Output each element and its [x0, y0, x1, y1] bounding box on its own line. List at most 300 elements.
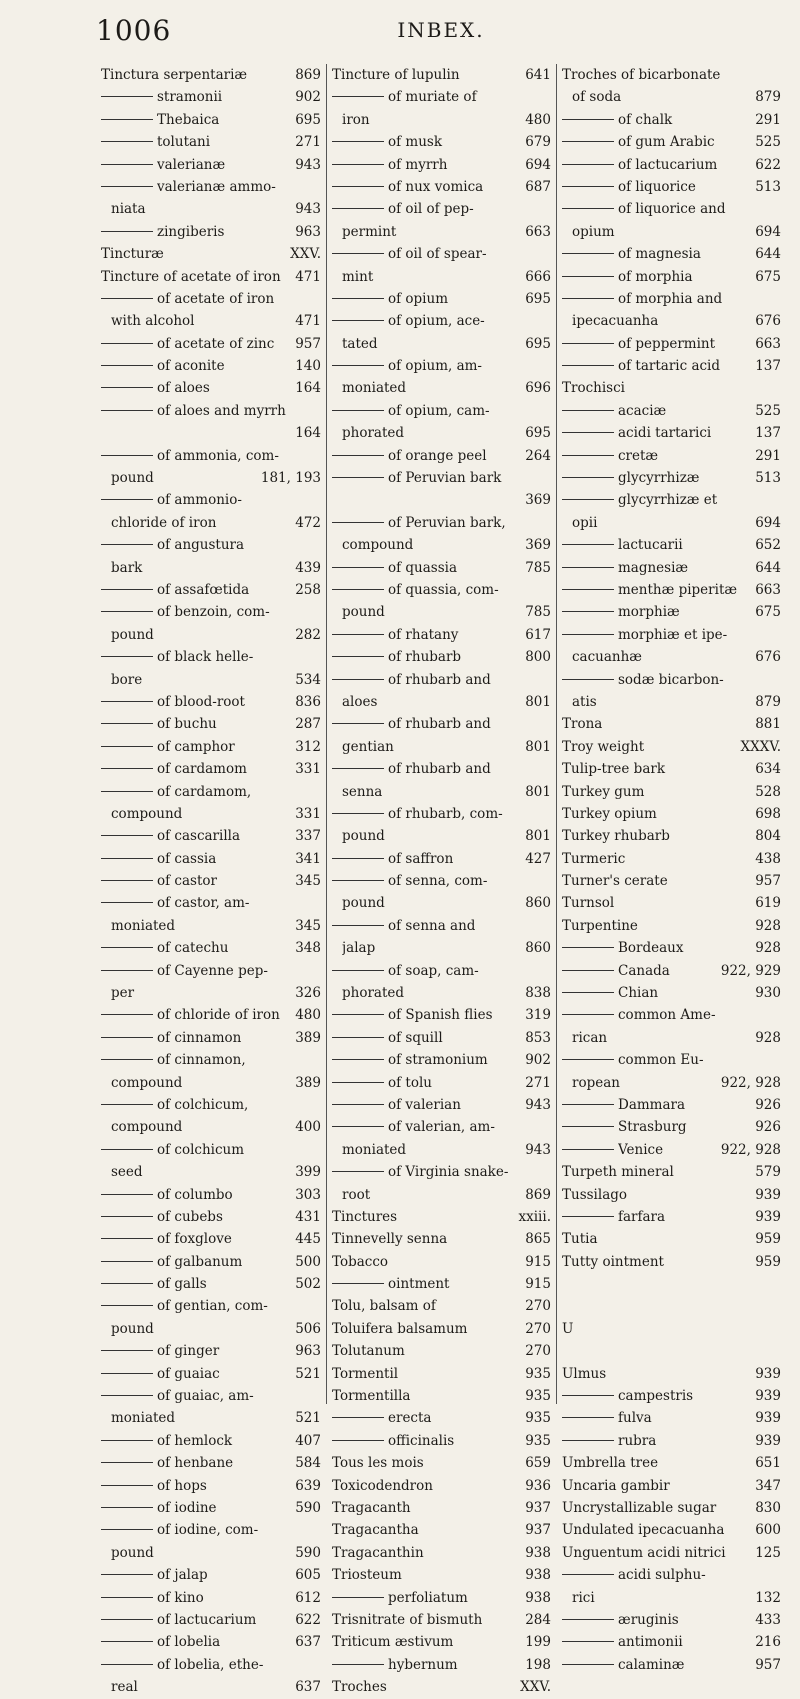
ditto-rule	[332, 589, 384, 590]
entry-page-ref: 935	[525, 1388, 551, 1405]
entry-term: mint	[342, 268, 374, 285]
index-entry	[101, 1363, 321, 1385]
entry-term: gentian	[342, 738, 394, 755]
index-entry	[332, 1206, 551, 1228]
index-entry	[101, 982, 321, 1004]
ditto-rule	[101, 1059, 153, 1060]
ditto-rule	[332, 768, 384, 769]
index-entry	[332, 1004, 551, 1026]
entry-page-ref: 427	[525, 850, 551, 867]
index-entry	[332, 400, 551, 422]
ditto-rule	[562, 589, 614, 590]
index-entry	[101, 86, 321, 108]
index-entry	[101, 1072, 321, 1094]
entry-term: of cinnamon	[157, 1029, 242, 1046]
index-entry	[332, 1631, 551, 1653]
entry-page-ref: 198	[525, 1656, 551, 1673]
entry-term: of oil of spear-	[388, 246, 487, 263]
ditto-rule	[101, 947, 153, 948]
entry-term: Trisnitrate of bismuth	[332, 1611, 483, 1628]
entry-term: lactucarii	[618, 537, 683, 554]
entry-page-ref: 199	[525, 1634, 551, 1651]
ditto-rule	[562, 276, 614, 277]
ditto-rule	[332, 141, 384, 142]
page-number: 1006	[96, 14, 172, 47]
ditto-rule	[101, 746, 153, 747]
entry-term: Turnsol	[562, 895, 615, 912]
entry-term: iron	[342, 111, 370, 128]
entry-term: zingiberis	[157, 223, 225, 240]
entry-page-ref: 622	[295, 1611, 321, 1628]
entry-term: of acetate of zinc	[157, 335, 275, 352]
entry-term: campestris	[618, 1388, 694, 1405]
entry-term: rici	[572, 1589, 595, 1606]
entry-page-ref: 679	[525, 134, 551, 151]
entry-page-ref: 938	[525, 1544, 551, 1561]
index-entry	[101, 1049, 321, 1071]
entry-page-ref: 928	[755, 917, 781, 934]
ditto-rule	[562, 1574, 614, 1575]
entry-page-ref: 853	[525, 1029, 551, 1046]
ditto-rule	[332, 1171, 384, 1172]
entry-page-ref: 433	[755, 1611, 781, 1628]
entry-term: glycyrrhizæ	[618, 470, 700, 487]
entry-page-ref: 785	[525, 559, 551, 576]
entry-term: atis	[572, 693, 597, 710]
index-entry	[332, 1295, 551, 1317]
ditto-rule	[101, 231, 153, 232]
ditto-rule	[562, 1059, 614, 1060]
entry-page-ref: 869	[525, 1186, 551, 1203]
entry-page-ref: 164	[295, 425, 321, 442]
entry-term: of nux vomica	[388, 178, 484, 195]
ditto-rule	[332, 925, 384, 926]
index-entry	[332, 825, 551, 847]
index-entry	[332, 1139, 551, 1161]
entry-page-ref: 695	[525, 290, 551, 307]
ditto-rule	[562, 634, 614, 635]
index-entry	[562, 489, 781, 511]
entry-term: seed	[111, 1164, 143, 1181]
index-entry	[562, 960, 781, 982]
entry-page-ref: 676	[755, 313, 781, 330]
entry-term: opium	[572, 223, 615, 240]
ditto-rule	[101, 791, 153, 792]
entry-term: moniated	[111, 1410, 176, 1427]
entry-page-ref: 271	[525, 1074, 551, 1091]
entry-term: niata	[111, 201, 146, 218]
entry-term: compound	[111, 1074, 183, 1091]
index-entry	[101, 333, 321, 355]
ditto-rule	[101, 880, 153, 881]
index-entry	[101, 1430, 321, 1452]
index-entry	[332, 1184, 551, 1206]
index-entry	[101, 579, 321, 601]
entry-page-ref: 181, 193	[260, 470, 321, 487]
entry-page-ref: 836	[295, 693, 321, 710]
entry-page-ref: XXV.	[290, 246, 321, 263]
index-entry	[101, 1542, 321, 1564]
entry-term: rican	[572, 1029, 608, 1046]
entry-page-ref: 622	[755, 156, 781, 173]
index-entry	[332, 1273, 551, 1295]
entry-page-ref: 943	[295, 156, 321, 173]
entry-page-ref: 345	[295, 917, 321, 934]
ditto-rule	[562, 1395, 614, 1396]
ditto-rule	[562, 1641, 614, 1642]
index-entry	[562, 1631, 781, 1653]
entry-page-ref: 838	[525, 985, 551, 1002]
entry-page-ref: 407	[295, 1432, 321, 1449]
entry-page-ref: 590	[295, 1500, 321, 1516]
ditto-rule	[101, 387, 153, 388]
index-entry	[562, 1161, 781, 1183]
index-entry	[101, 624, 321, 646]
index-entry	[332, 1407, 551, 1429]
index-entry	[101, 1161, 321, 1183]
entry-page-ref: 471	[295, 313, 321, 330]
index-entry	[562, 1430, 781, 1452]
entry-term: Bordeaux	[618, 940, 684, 957]
index-entry	[332, 288, 551, 310]
entry-term: of liquorice and	[618, 201, 726, 218]
entry-term: Troches	[332, 1679, 387, 1696]
entry-page-ref: 922, 928	[720, 1074, 781, 1091]
index-entry	[332, 198, 551, 220]
entry-page-ref: 341	[295, 850, 321, 867]
index-entry	[101, 288, 321, 310]
entry-term: Tussilago	[562, 1186, 628, 1203]
index-entry	[101, 870, 321, 892]
entry-page-ref: 939	[755, 1410, 781, 1427]
entry-term: real	[111, 1679, 138, 1696]
entry-page-ref: 617	[525, 626, 551, 643]
entry-term: Uncrystallizable sugar	[562, 1500, 717, 1516]
index-entry	[562, 758, 781, 780]
entry-term: ropean	[572, 1074, 620, 1091]
entry-page-ref: 600	[755, 1522, 781, 1539]
ditto-rule	[562, 1417, 614, 1418]
index-entry	[332, 243, 551, 265]
index-entry	[101, 1340, 321, 1362]
index-entry	[562, 221, 781, 243]
ditto-rule	[101, 656, 153, 657]
entry-term: Triticum æstivum	[332, 1634, 454, 1651]
entry-page-ref: 216	[755, 1634, 781, 1651]
index-entry	[101, 1318, 321, 1340]
ditto-rule	[101, 1529, 153, 1530]
running-head: INBEX.	[397, 18, 485, 42]
ditto-rule	[332, 634, 384, 635]
entry-term: of foxglove	[157, 1231, 232, 1248]
index-entry	[332, 691, 551, 713]
index-entry	[562, 1273, 781, 1295]
index-entry	[562, 1027, 781, 1049]
index-entry	[562, 669, 781, 691]
ditto-rule	[101, 1350, 153, 1351]
ditto-rule	[101, 1574, 153, 1575]
entry-page-ref: 431	[295, 1208, 321, 1225]
index-entry	[332, 848, 551, 870]
entry-page-ref: 801	[525, 738, 551, 755]
entry-term: of lactucarium	[618, 156, 718, 173]
index-entry	[101, 937, 321, 959]
index-entry	[101, 1228, 321, 1250]
index-entry	[562, 534, 781, 556]
entry-term: of Cayenne pep-	[157, 962, 268, 979]
index-entry	[332, 915, 551, 937]
ditto-rule	[332, 1417, 384, 1418]
entry-page-ref: 785	[525, 604, 551, 621]
ditto-rule	[101, 1238, 153, 1239]
ditto-rule	[332, 1283, 384, 1284]
entry-term: menthæ piperitæ	[618, 581, 738, 598]
entry-term: of aloes and myrrh	[157, 402, 286, 419]
entry-term: erecta	[388, 1410, 432, 1427]
index-entry	[101, 781, 321, 803]
ditto-rule	[562, 1440, 614, 1441]
entry-page-ref: 651	[755, 1455, 781, 1472]
ditto-rule	[332, 813, 384, 814]
index-entry	[562, 1184, 781, 1206]
entry-term: moniated	[111, 917, 176, 934]
entry-term: fulva	[618, 1410, 652, 1427]
entry-term: Tragacantha	[332, 1522, 419, 1539]
entry-page-ref: 939	[755, 1432, 781, 1449]
index-entry	[562, 781, 781, 803]
ditto-rule	[101, 186, 153, 187]
index-entry	[101, 915, 321, 937]
entry-term: of black helle-	[157, 649, 254, 666]
entry-page-ref: 937	[525, 1500, 551, 1516]
entry-page-ref: 164	[295, 380, 321, 397]
entry-term: of castor, am-	[157, 895, 250, 912]
index-entry	[332, 758, 551, 780]
entry-term: of lactucarium	[157, 1611, 257, 1628]
entry-term: tolutani	[157, 134, 211, 151]
entry-term: U	[562, 1320, 574, 1337]
ditto-rule	[562, 455, 614, 456]
entry-term: of hops	[157, 1477, 207, 1494]
entry-term: moniated	[342, 380, 407, 397]
entry-term: Tragacanthin	[332, 1544, 424, 1561]
index-entry	[101, 1631, 321, 1653]
entry-page-ref: 439	[295, 559, 321, 576]
index-entry	[101, 713, 321, 735]
entry-term: of colchicum,	[157, 1096, 249, 1113]
index-entry	[101, 1139, 321, 1161]
entry-page-ref: 534	[295, 671, 321, 688]
ditto-rule	[332, 365, 384, 366]
entry-term: of Peruvian bark,	[388, 514, 506, 531]
entry-term: of ammonio-	[157, 492, 242, 509]
index-entry	[101, 557, 321, 579]
ditto-rule	[101, 701, 153, 702]
index-entry	[332, 713, 551, 735]
entry-page-ref: 528	[755, 783, 781, 800]
index-entry	[101, 758, 321, 780]
entry-page-ref: 331	[295, 805, 321, 822]
entry-term: of musk	[388, 134, 443, 151]
index-entry	[101, 848, 321, 870]
entry-term: per	[111, 985, 135, 1002]
ditto-rule	[101, 365, 153, 366]
entry-term: of cardamom,	[157, 783, 252, 800]
ditto-rule	[101, 1641, 153, 1642]
entry-page-ref: 506	[295, 1320, 321, 1337]
index-entry	[332, 646, 551, 668]
entry-term: Strasburg	[618, 1119, 687, 1136]
entry-term: Venice	[618, 1141, 664, 1158]
entry-term: of orange peel	[388, 447, 487, 464]
index-entry	[562, 1206, 781, 1228]
entry-page-ref: 930	[755, 985, 781, 1002]
entry-page-ref: 347	[755, 1477, 781, 1494]
entry-term: of liquorice	[618, 178, 696, 195]
entry-page-ref: 869	[295, 67, 321, 83]
index-entry	[332, 579, 551, 601]
index-entry	[101, 512, 321, 534]
entry-term: of opium, cam-	[388, 402, 490, 419]
entry-page-ref: xxiii.	[518, 1208, 551, 1225]
index-entry	[332, 1161, 551, 1183]
index-entry	[101, 1385, 321, 1407]
entry-page-ref: 939	[755, 1388, 781, 1405]
ditto-rule	[101, 1014, 153, 1015]
index-entry	[332, 1452, 551, 1474]
entry-page-ref: 663	[755, 335, 781, 352]
entry-term: senna	[342, 783, 383, 800]
entry-page-ref: 915	[525, 1276, 551, 1293]
ditto-rule	[562, 679, 614, 680]
index-entry	[101, 467, 321, 489]
ditto-rule	[101, 723, 153, 724]
entry-page-ref: 400	[295, 1119, 321, 1136]
entry-page-ref: 525	[755, 134, 781, 151]
entry-term: Tormentil	[332, 1365, 399, 1382]
index-entry	[332, 512, 551, 534]
entry-page-ref: 879	[755, 89, 781, 106]
entry-page-ref: 922, 928	[720, 1141, 781, 1158]
entry-term: Turkey gum	[562, 783, 645, 800]
index-entry	[562, 1004, 781, 1026]
entry-page-ref: 270	[525, 1320, 551, 1337]
entry-term: of guaiac, am-	[157, 1388, 254, 1405]
entry-term: hybernum	[388, 1656, 458, 1673]
entry-page-ref: 641	[525, 67, 551, 83]
entry-term: cretæ	[618, 447, 659, 464]
entry-term: of cinnamon,	[157, 1052, 246, 1069]
entry-page-ref: 663	[755, 581, 781, 598]
entry-term: of galls	[157, 1276, 207, 1293]
entry-term: acaciæ	[618, 402, 667, 419]
index-entry	[562, 1340, 781, 1362]
entry-page-ref: 676	[755, 649, 781, 666]
entry-page-ref: 369	[525, 537, 551, 554]
index-entry	[332, 1363, 551, 1385]
entry-term: moniated	[342, 1141, 407, 1158]
index-entry	[332, 1475, 551, 1497]
entry-term: æruginis	[618, 1611, 679, 1628]
entry-term: Tincturæ	[101, 246, 164, 263]
entry-term: Tutia	[562, 1231, 598, 1248]
entry-term: Trochisci	[562, 380, 625, 397]
index-entry	[101, 198, 321, 220]
entry-term: valerianæ	[157, 156, 226, 173]
index-entry	[332, 1430, 551, 1452]
index-entry	[101, 534, 321, 556]
entry-term: of guaiac	[157, 1365, 220, 1382]
entry-term: Turner's cerate	[562, 873, 668, 890]
index-entry	[101, 1273, 321, 1295]
entry-term: ointment	[388, 1276, 450, 1293]
entry-page-ref: 348	[295, 940, 321, 957]
ditto-rule	[101, 1149, 153, 1150]
entry-term: Uncaria gambir	[562, 1477, 670, 1494]
entry-term: Tincture of lupulin	[332, 67, 460, 83]
entry-term: of peppermint	[618, 335, 716, 352]
ditto-rule	[562, 253, 614, 254]
entry-page-ref: 438	[755, 850, 781, 867]
entry-term: acidi tartarici	[618, 425, 712, 442]
entry-page-ref: 830	[755, 1500, 781, 1516]
entry-page-ref: 928	[755, 940, 781, 957]
entry-term: of myrrh	[388, 156, 448, 173]
ditto-rule	[562, 499, 614, 500]
index-entry	[101, 803, 321, 825]
entry-page-ref: 652	[755, 537, 781, 554]
entry-term: of magnesia	[618, 246, 701, 263]
entry-page-ref: 480	[295, 1007, 321, 1024]
index-entry	[562, 1228, 781, 1250]
index-entry	[101, 1497, 321, 1519]
ditto-rule	[332, 1440, 384, 1441]
ditto-rule	[101, 858, 153, 859]
index-entry	[101, 243, 321, 265]
index-entry	[562, 1564, 781, 1586]
index-entry	[101, 1587, 321, 1609]
index-entry	[101, 736, 321, 758]
entry-term: Tragacanth	[332, 1500, 411, 1516]
entry-term: pound	[342, 604, 385, 621]
entry-term: ipecacuanha	[572, 313, 659, 330]
entry-page-ref: 879	[755, 693, 781, 710]
index-entry	[562, 445, 781, 467]
entry-page-ref: 513	[755, 470, 781, 487]
entry-page-ref: 659	[525, 1455, 551, 1472]
entry-page-ref: 312	[295, 738, 321, 755]
ditto-rule	[332, 186, 384, 187]
entry-page-ref: 291	[755, 447, 781, 464]
entry-page-ref: 865	[525, 1231, 551, 1248]
entry-page-ref: 639	[295, 1477, 321, 1494]
entry-term: of cubebs	[157, 1208, 223, 1225]
index-entry	[562, 915, 781, 937]
entry-term: of rhubarb	[388, 649, 462, 666]
entry-term: compound	[111, 805, 183, 822]
entry-page-ref: 881	[755, 716, 781, 733]
entry-page-ref: 695	[295, 111, 321, 128]
ditto-rule	[332, 410, 384, 411]
ditto-rule	[562, 567, 614, 568]
entry-page-ref: 612	[295, 1589, 321, 1606]
entry-term: of tartaric acid	[618, 358, 721, 375]
index-entry	[562, 1475, 781, 1497]
index-entry	[562, 1116, 781, 1138]
index-entry	[562, 601, 781, 623]
index-entry	[562, 1542, 781, 1564]
index-entry	[332, 1587, 551, 1609]
